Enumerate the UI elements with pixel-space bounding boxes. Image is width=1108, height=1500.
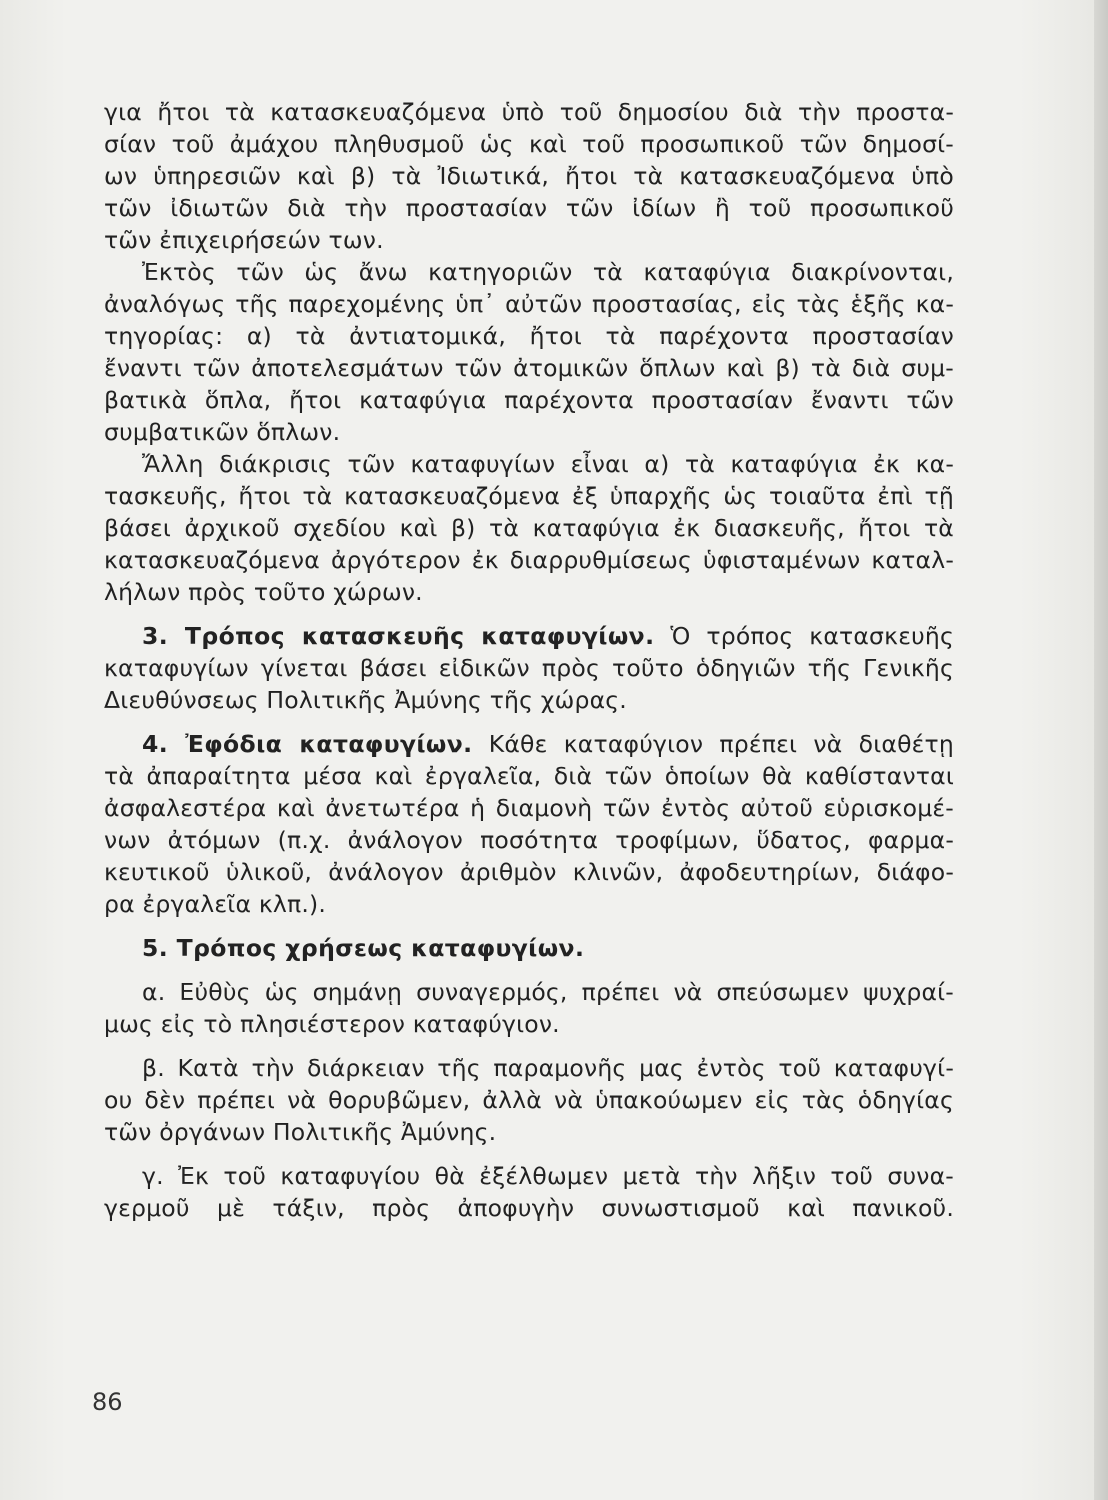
- text-line: ἀσφαλεστέρα καὶ ἀνετωτέρα ἡ διαμονὴ τῶν ἐντὸς αὐτοῦ εὑρισκομέ-: [104, 794, 954, 822]
- text-line: για ἤτοι τὰ κατασκευαζόμενα ὑπὸ τοῦ δημοσίου διὰ τὴν προστα-: [104, 98, 954, 126]
- text-line: καταφυγίων γίνεται βάσει εἰδικῶν πρὸς τοῦτο ὁδηγιῶν τῆς Γενικῆς: [104, 654, 954, 682]
- list-item-c: [104, 1160, 954, 1224]
- body-text: [104, 96, 954, 1224]
- text-line: βατικὰ ὅπλα, ἤτοι καταφύγια παρέχοντα προστασίαν ἔναντι τῶν: [104, 386, 954, 414]
- text-line: [104, 728, 954, 760]
- list-item-b: [104, 1052, 954, 1148]
- text-line: α. Εὐθὺς ὡς σημάνῃ συναγερμός, πρέπει νὰ σπεύσωμεν ψυχραί-: [142, 978, 954, 1006]
- text-line: ρα ἐργαλεῖα κλπ.).: [104, 890, 327, 918]
- text-line: τὰ ἀπαραίτητα μέσα καὶ ἐργαλεῖα, διὰ τῶν ὁποίων θὰ καθίστανται: [104, 762, 954, 790]
- text-line: τῶν ὀργάνων Πολιτικῆς Ἀμύνης.: [104, 1118, 497, 1146]
- section-4-supplies: [104, 728, 954, 920]
- text-line: Ἄλλη διάκρισις τῶν καταφυγίων εἶναι α) τὰ καταφύγια ἐκ κα-: [142, 450, 954, 478]
- section-heading: 3. Τρόπος κατασκευῆς καταφυγίων.: [142, 622, 655, 650]
- text-line: γ. Ἐκ τοῦ καταφυγίου θὰ ἐξέλθωμεν μετὰ τὴν λῆξιν τοῦ συνα-: [142, 1162, 954, 1190]
- text-line: βάσει ἀρχικοῦ σχεδίου καὶ β) τὰ καταφύγια ἐκ διασκευῆς, ἤτοι τὰ: [104, 514, 954, 542]
- section-5-usage: [104, 932, 954, 964]
- text-line: [104, 620, 954, 652]
- paragraph-private-shelters: [104, 96, 954, 256]
- text-line: τηγορίας: α) τὰ ἀντιατομικά, ἤτοι τὰ παρέχοντα προστασίαν: [104, 322, 954, 350]
- text-line: τῶν ἐπιχειρήσεών των.: [104, 226, 384, 254]
- page-number: 86: [92, 1388, 123, 1416]
- text-line: ων ὑπηρεσιῶν καὶ β) τὰ Ἰδιωτικά, ἤτοι τὰ κατασκευαζόμενα ὑπὸ: [104, 162, 954, 190]
- page-edge-shadow: [1094, 0, 1108, 1500]
- text-line: σίαν τοῦ ἀμάχου πληθυσμοῦ ὡς καὶ τοῦ προσωπικοῦ τῶν δημοσί-: [104, 130, 954, 158]
- section-first-line: Κάθε καταφύγιον πρέπει νὰ διαθέτῃ: [472, 730, 954, 758]
- text-line: [104, 932, 954, 964]
- text-line: λήλων πρὸς τοῦτο χώρων.: [104, 578, 423, 606]
- text-line: Διευθύνσεως Πολιτικῆς Ἀμύνης τῆς χώρας.: [104, 686, 627, 714]
- section-first-line: Ὁ τρόπος κατασκευῆς: [654, 622, 954, 650]
- text-line: Ἐκτὸς τῶν ὡς ἄνω κατηγοριῶν τὰ καταφύγια διακρίνονται,: [142, 258, 954, 286]
- text-line: κευτικοῦ ὑλικοῦ, ἀνάλογον ἀριθμὸν κλινῶν, ἀφοδευτηρίων, διάφο-: [104, 858, 954, 886]
- text-line: μως εἰς τὸ πλησιέστερον καταφύγιον.: [104, 1010, 560, 1038]
- text-line: τασκευῆς, ἤτοι τὰ κατασκευαζόμενα ἐξ ὑπαρχῆς ὡς τοιαῦτα ἐπὶ τῇ: [104, 482, 954, 510]
- text-line: τῶν ἰδιωτῶν διὰ τὴν προστασίαν τῶν ἰδίων ἢ τοῦ προσωπικοῦ: [104, 194, 954, 222]
- text-line: γερμοῦ μὲ τάξιν, πρὸς ἀποφυγὴν συνωστισμοῦ καὶ πανικοῦ.: [104, 1194, 954, 1222]
- text-line: ου δὲν πρέπει νὰ θορυβῶμεν, ἀλλὰ νὰ ὑπακούωμεν εἰς τὰς ὁδηγίας: [104, 1086, 954, 1114]
- text-line: συμβατικῶν ὅπλων.: [104, 418, 341, 446]
- paragraph-shelter-categories: [104, 256, 954, 448]
- section-3-construction: [104, 620, 954, 716]
- text-line: β. Κατὰ τὴν διάρκειαν τῆς παραμονῆς μας ἐντὸς τοῦ καταφυγί-: [142, 1054, 954, 1082]
- text-line: νων ἀτόμων (π.χ. ἀνάλογον ποσότητα τροφίμων, ὕδατος, φαρμα-: [104, 826, 954, 854]
- text-line: ἔναντι τῶν ἀποτελεσμάτων τῶν ἀτομικῶν ὅπλων καὶ β) τὰ διὰ συμ-: [104, 354, 954, 382]
- text-line: κατασκευαζόμενα ἀργότερον ἐκ διαρρυθμίσεως ὑφισταμένων καταλ-: [104, 546, 954, 574]
- section-heading: 5. Τρόπος χρήσεως καταφυγίων.: [142, 934, 585, 962]
- paragraph-other-distinction: [104, 448, 954, 608]
- section-heading: 4. Ἐφόδια καταφυγίων.: [142, 730, 473, 758]
- text-line: ἀναλόγως τῆς παρεχομένης ὑπ᾿ αὐτῶν προστασίας, εἰς τὰς ἑξῆς κα-: [104, 290, 954, 318]
- list-item-a: [104, 976, 954, 1040]
